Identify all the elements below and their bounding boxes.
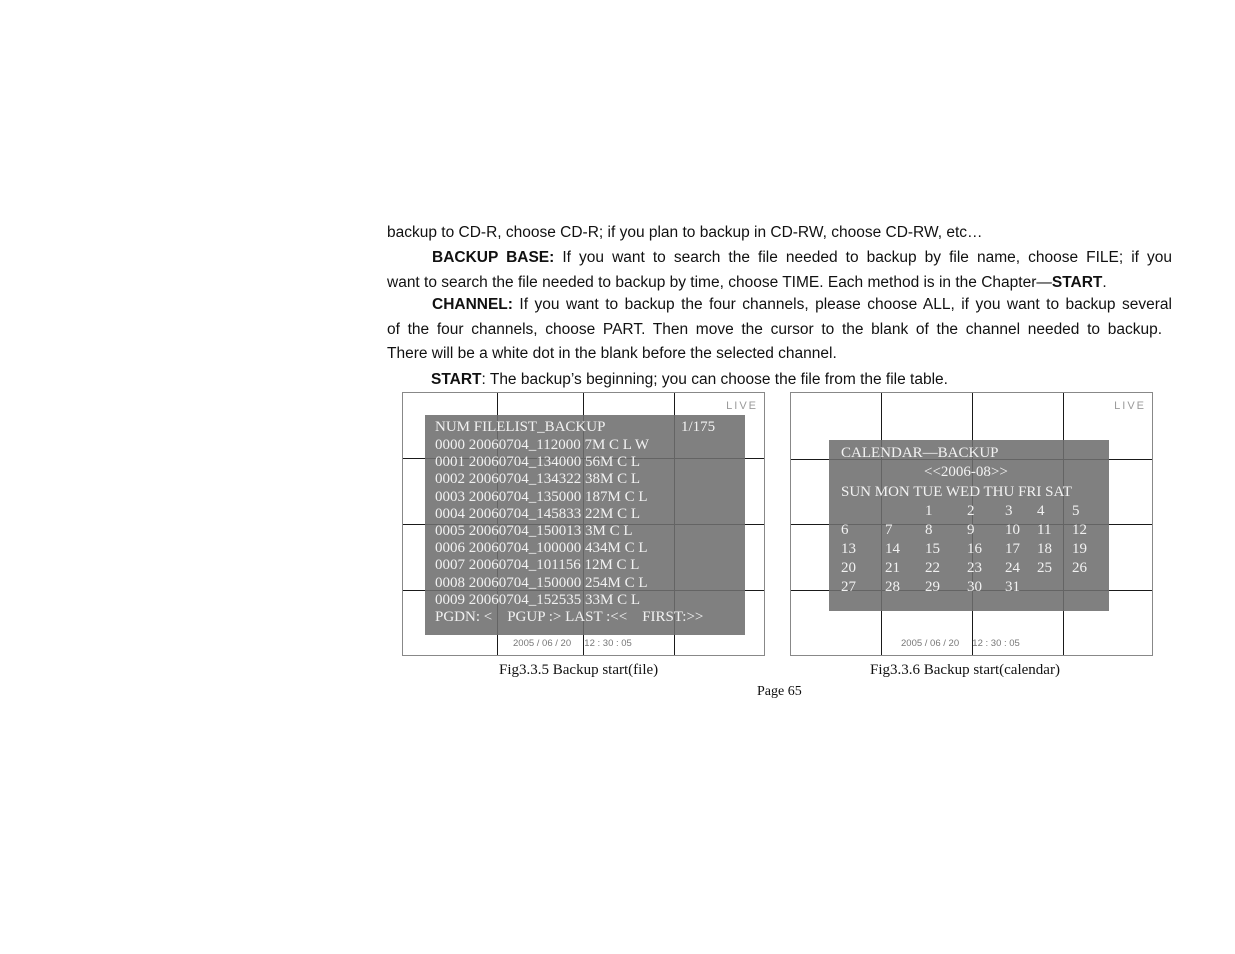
calendar-day[interactable]: 26 [1072, 560, 1087, 576]
figure-backup-file-screen [402, 392, 765, 656]
calendar-day[interactable]: 9 [967, 522, 975, 538]
calendar-day[interactable]: 11 [1037, 522, 1052, 538]
calendar-weekday-header: SUN MON TUE WED THU FRI SAT [841, 484, 1072, 500]
period: . [1102, 274, 1107, 291]
calendar-day[interactable]: 10 [1005, 522, 1020, 538]
timestamp-overlay: 2005 / 06 / 20 12 : 30 : 05 [901, 638, 1020, 649]
calendar-day[interactable]: 3 [1005, 503, 1013, 519]
calendar-day[interactable]: 4 [1037, 503, 1045, 519]
file-list-item[interactable]: 0009 20060704_152535 33M C L [435, 591, 641, 608]
calendar-day[interactable]: 14 [885, 541, 900, 557]
label-start: START [431, 371, 482, 388]
calendar-day[interactable]: 30 [967, 579, 982, 595]
paragraph-backup-media: backup to CD-R, choose CD-R; if you plan to backup in CD-RW, choose CD-RW, etc… [387, 224, 983, 241]
label-channel: CHANNEL: [432, 296, 513, 313]
channel-text: If you want to backup the four channels, please choose ALL, if you want to backup several [512, 296, 1172, 313]
calendar-day[interactable]: 20 [841, 560, 856, 576]
calendar-day[interactable]: 31 [1005, 579, 1020, 595]
calendar-day[interactable]: 7 [885, 522, 893, 538]
file-list-item[interactable]: 0005 20060704_150013 3M C L [435, 523, 633, 539]
timestamp-overlay: 2005 / 06 / 20 12 : 30 : 05 [513, 638, 632, 649]
paragraph-channel-line2: of the four channels, choose PART. Then move the cursor to the blank of the channel needed to backup. [387, 321, 1162, 338]
paragraph-channel-line3: There will be a white dot in the blank before the selected channel. [387, 345, 837, 362]
figure-backup-calendar-screen [790, 392, 1153, 656]
file-list-panel [425, 415, 745, 635]
calendar-day[interactable]: 15 [925, 541, 940, 557]
calendar-day[interactable]: 8 [925, 522, 933, 538]
calendar-day[interactable]: 29 [925, 579, 940, 595]
file-list-item[interactable]: 0007 20060704_101156 12M C L [435, 557, 640, 574]
calendar-day[interactable]: 24 [1005, 560, 1020, 576]
backup-base-text-2: want to search the file needed to backup by time, choose TIME. Each method is in the Chapter— [387, 274, 1052, 291]
calendar-day[interactable]: 21 [885, 560, 900, 576]
label-start-ref: START [1051, 274, 1103, 291]
calendar-month-selector[interactable]: <<2006-08>> [924, 464, 1008, 480]
calendar-day[interactable]: 28 [885, 579, 900, 595]
calendar-day[interactable]: 13 [841, 541, 856, 557]
calendar-day[interactable]: 25 [1037, 560, 1052, 576]
file-list-item[interactable]: 0003 20060704_135000 187M C L [435, 488, 648, 505]
file-list-item[interactable]: 0004 20060704_145833 22M C L [435, 505, 641, 522]
calendar-day[interactable]: 18 [1037, 541, 1052, 557]
live-indicator: LIVE [1114, 400, 1146, 412]
calendar-title: CALENDAR—BACKUP [841, 445, 999, 461]
calendar-day[interactable]: 6 [841, 522, 849, 538]
calendar-day[interactable]: 1 [925, 503, 933, 519]
paragraph-backup-base-line1 [387, 249, 1172, 267]
calendar-day[interactable]: 16 [967, 541, 982, 557]
file-list-navigation-hint: PGDN: < PGUP :> LAST :<< FIRST:>> [435, 609, 704, 625]
file-list-item[interactable]: 0001 20060704_134000 56M C L [435, 454, 641, 471]
calendar-day[interactable]: 2 [967, 503, 975, 519]
calendar-day[interactable]: 23 [967, 560, 982, 576]
file-list-item[interactable]: 0008 20060704_150000 254M C L [435, 574, 648, 591]
calendar-day[interactable]: 17 [1005, 541, 1020, 557]
calendar-day[interactable]: 12 [1072, 522, 1087, 538]
backup-base-text: If you want to search the file needed to backup by file name, choose FILE; if you [554, 249, 1172, 266]
live-indicator: LIVE [726, 400, 758, 412]
file-list-item[interactable]: 0006 20060704_100000 434M C L [435, 540, 648, 557]
calendar-day[interactable]: 5 [1072, 503, 1080, 519]
calendar-day[interactable]: 22 [925, 560, 940, 576]
calendar-panel [829, 440, 1109, 611]
paragraph-backup-base-line2 [387, 274, 1107, 292]
file-list-page-indicator: 1/175 [681, 419, 716, 435]
file-list-item[interactable]: 0002 20060704_134322 38M C L [435, 471, 641, 488]
figure-caption-file: Fig3.3.5 Backup start(file) [499, 662, 659, 678]
file-list-header: NUM FILELIST_BACKUP [435, 419, 606, 435]
figure-caption-calendar: Fig3.3.6 Backup start(calendar) [870, 662, 1060, 678]
page-number: Page 65 [757, 684, 802, 699]
start-text: : The backup’s beginning; you can choose the file from the file table. [481, 371, 948, 388]
file-list-item[interactable]: 0000 20060704_112000 7M C L W [435, 437, 650, 453]
calendar-day[interactable]: 27 [841, 579, 856, 595]
calendar-day[interactable]: 19 [1072, 541, 1087, 557]
paragraph-start [431, 371, 948, 389]
label-backup-base: BACKUP BASE: [432, 249, 555, 266]
paragraph-channel-line1 [387, 296, 1172, 314]
